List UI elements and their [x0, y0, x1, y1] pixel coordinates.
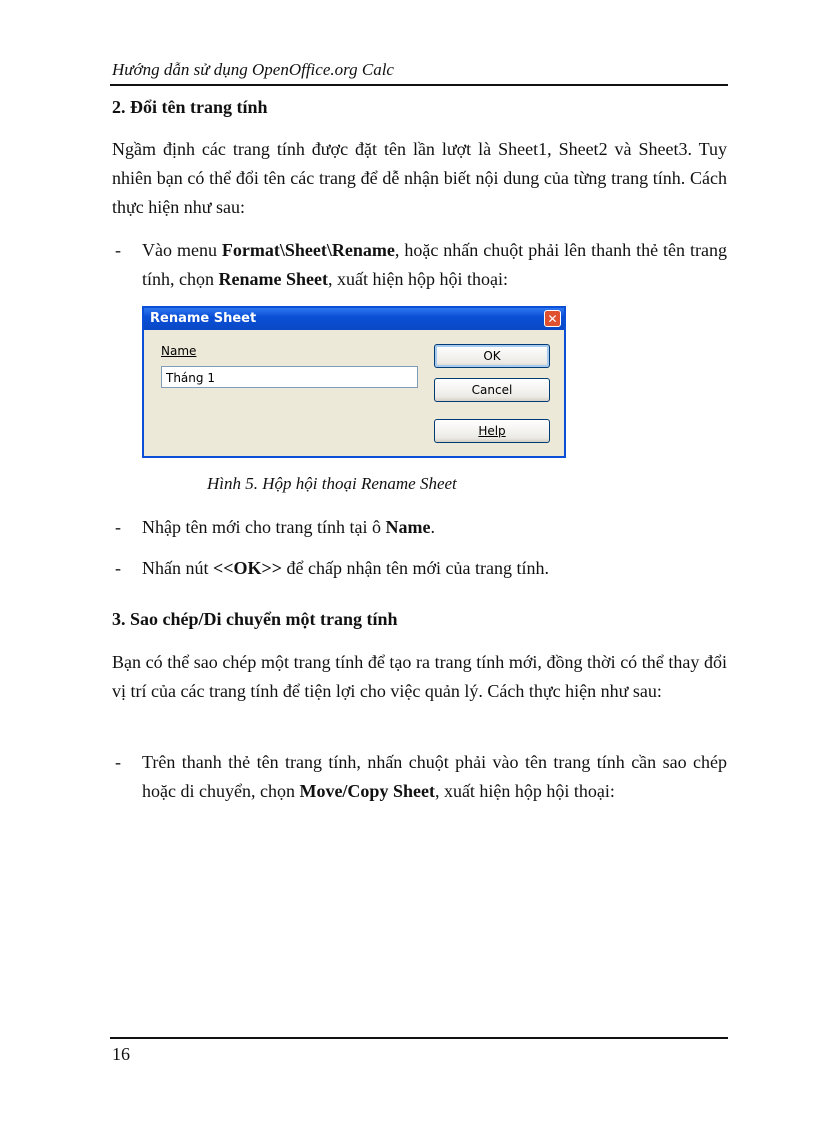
- bullet-dash: -: [115, 752, 121, 772]
- footer-rule: [110, 1037, 728, 1039]
- figure-caption: Hình 5. Hộp hội thoại Rename Sheet: [207, 474, 457, 493]
- bullet-rename-menu: [112, 236, 727, 294]
- name-input[interactable]: Tháng 1: [161, 366, 418, 388]
- section-2-heading: 2. Đổi tên trang tính: [112, 97, 268, 117]
- ok-button[interactable]: OK: [434, 344, 550, 368]
- close-icon[interactable]: ✕: [544, 310, 561, 327]
- cancel-button[interactable]: Cancel: [434, 378, 550, 402]
- bullet-enter-name: [112, 513, 727, 542]
- section-3-intro: Bạn có thể sao chép một trang tính để tạo ra trang tính mới, đồng thời có thể thay đổi vị trí của các trang tính để tiện lợi cho việc quản lý. Cách thực hiện như sau:: [112, 652, 727, 701]
- bullet-text: Nhấn nút <<OK>> để chấp nhận tên mới của trang tính.: [142, 558, 549, 578]
- bullet-text: Vào menu Format\Sheet\Rename, hoặc nhấn chuột phải lên thanh thẻ tên trang tính, chọn Rename Sheet, xuất hiện hộp hội thoại:: [142, 240, 727, 289]
- bullet-dash: -: [115, 240, 121, 260]
- bullet-text: Nhập tên mới cho trang tính tại ô Name.: [142, 517, 435, 537]
- name-label: Name: [161, 344, 197, 358]
- dialog-title: Rename Sheet: [150, 311, 257, 326]
- section-3-heading: 3. Sao chép/Di chuyển một trang tính: [112, 609, 398, 629]
- bullet-dash: -: [115, 517, 121, 537]
- bullet-text: Trên thanh thẻ tên trang tính, nhấn chuột phải vào tên trang tính cần sao chép hoặc di chuyển, chọn Move/Copy Sheet, xuất hiện hộp hội thoại:: [142, 752, 727, 801]
- rename-sheet-dialog: [142, 306, 566, 458]
- help-button[interactable]: Help: [434, 419, 550, 443]
- page-number: 16: [112, 1044, 130, 1064]
- bullet-move-copy: [112, 748, 727, 806]
- header-rule: [110, 84, 728, 86]
- bullet-press-ok: [112, 554, 727, 583]
- running-header: Hướng dẫn sử dụng OpenOffice.org Calc: [112, 60, 394, 79]
- bullet-dash: -: [115, 558, 121, 578]
- section-2-intro: Ngầm định các trang tính được đặt tên lần lượt là Sheet1, Sheet2 và Sheet3. Tuy nhiên bạn có thể đổi tên các trang để dễ nhận biết nội dung của từng trang tính. Cách thực hiện như sau:: [112, 139, 727, 217]
- dialog-titlebar[interactable]: [144, 308, 564, 330]
